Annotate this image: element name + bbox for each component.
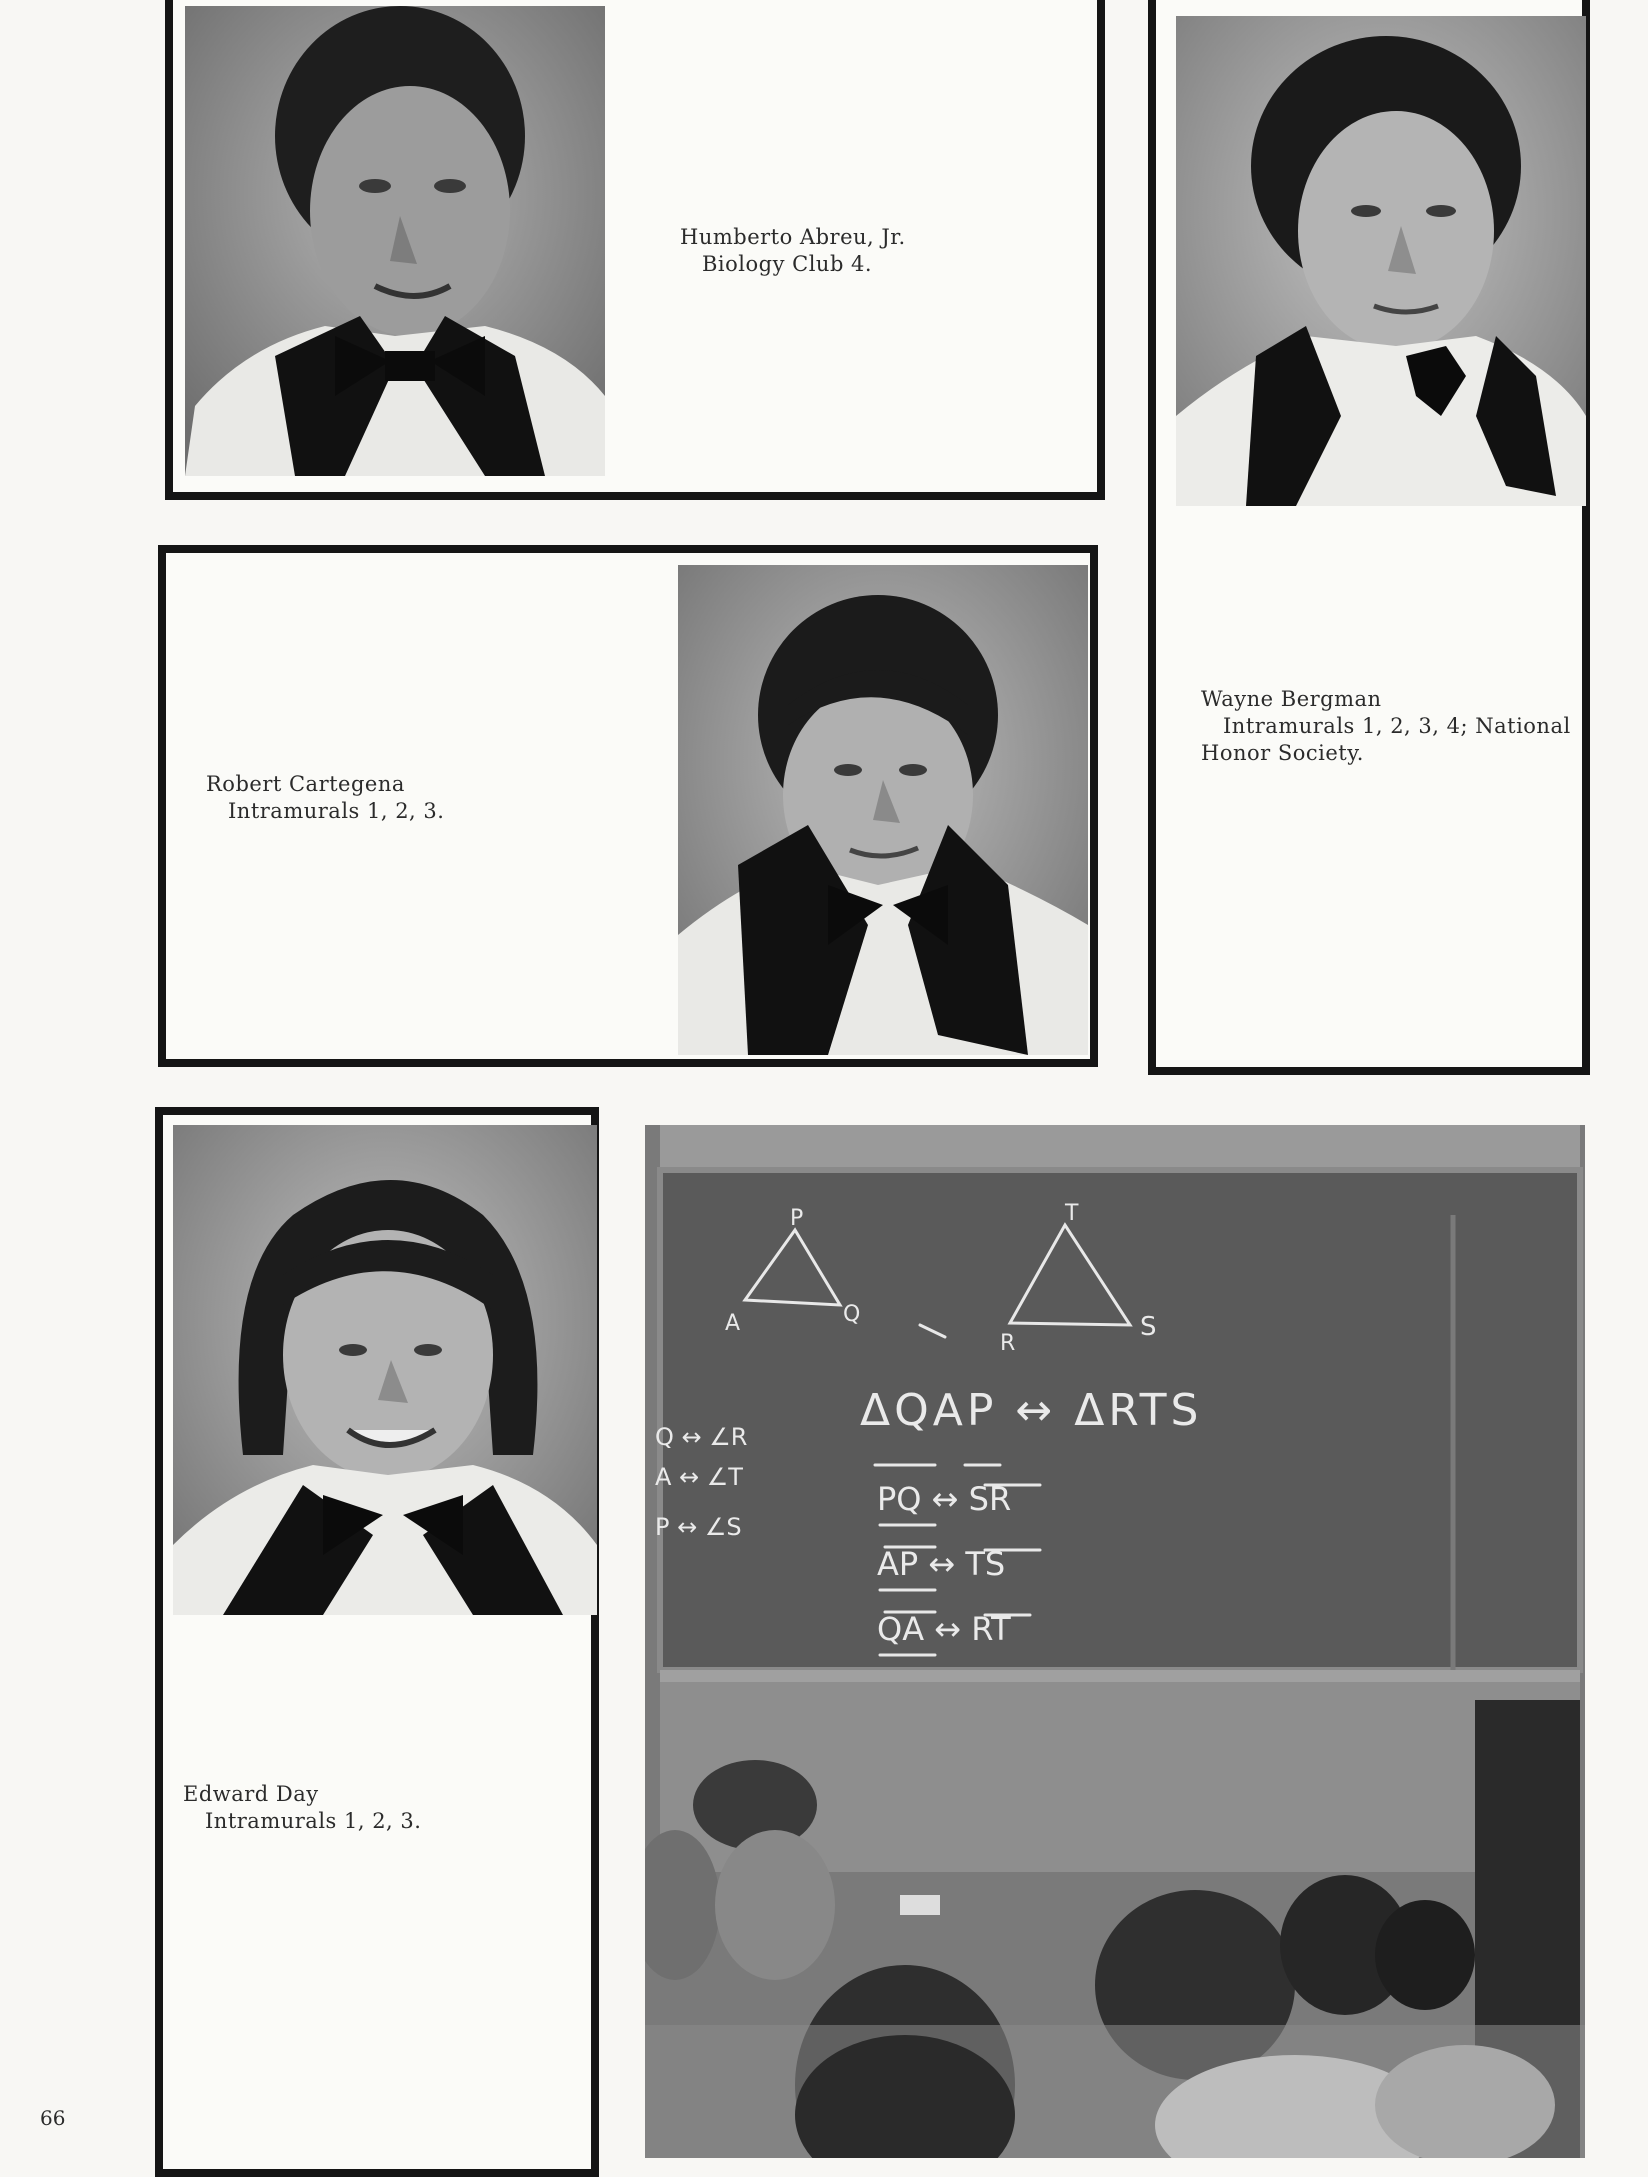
chalk-segment-2: AP ↔ TS	[877, 1545, 1006, 1583]
chalk-angle-3: P ↔ ∠S	[655, 1513, 742, 1541]
chalk-label-s: S	[1140, 1312, 1157, 1342]
classroom-photo	[645, 1125, 1585, 2158]
student-activities: Intramurals 1, 2, 3.	[228, 799, 445, 823]
student-name: Robert Cartegena	[206, 772, 405, 796]
caption-cartegena	[206, 771, 444, 825]
chalk-label-p: P	[790, 1206, 804, 1231]
chalk-triangle-correspondence: ΔQAP ↔ ΔRTS	[860, 1385, 1203, 1436]
chalk-angle-2: A ↔ ∠T	[655, 1463, 743, 1491]
chalk-label-q: Q	[843, 1302, 861, 1327]
student-name: Humberto Abreu, Jr.	[680, 225, 906, 249]
chalk-label-t: T	[1065, 1201, 1079, 1226]
portrait-card-bergman	[1148, 0, 1590, 1075]
portrait-card-day	[155, 1107, 599, 2177]
caption-abreu	[680, 224, 906, 278]
chalk-label-r: R	[1000, 1331, 1016, 1356]
chalk-angle-1: Q ↔ ∠R	[655, 1423, 748, 1451]
portrait-photo-cartegena	[678, 565, 1088, 1055]
caption-bergman	[1201, 686, 1571, 767]
portrait-photo-bergman	[1176, 16, 1586, 506]
page-number: 66	[40, 2106, 66, 2130]
chalk-segment-3: QA ↔ RT	[877, 1610, 1011, 1648]
portrait-photo-abreu	[185, 6, 605, 476]
student-activities: Biology Club 4.	[702, 252, 873, 276]
portrait-card-abreu	[165, 0, 1105, 500]
student-name: Wayne Bergman	[1201, 687, 1382, 711]
chalk-segment-1: PQ ↔ SR	[877, 1480, 1012, 1518]
student-activities: Intramurals 1, 2, 3.	[205, 1809, 422, 1833]
portrait-card-cartegena	[158, 545, 1098, 1067]
portrait-photo-day	[173, 1125, 597, 1615]
student-name: Edward Day	[183, 1782, 319, 1806]
student-activities: Intramurals 1, 2, 3, 4; National	[1223, 714, 1571, 738]
caption-day	[183, 1781, 421, 1835]
student-activities-cont: Honor Society.	[1201, 741, 1364, 765]
chalk-label-a: A	[725, 1311, 741, 1336]
